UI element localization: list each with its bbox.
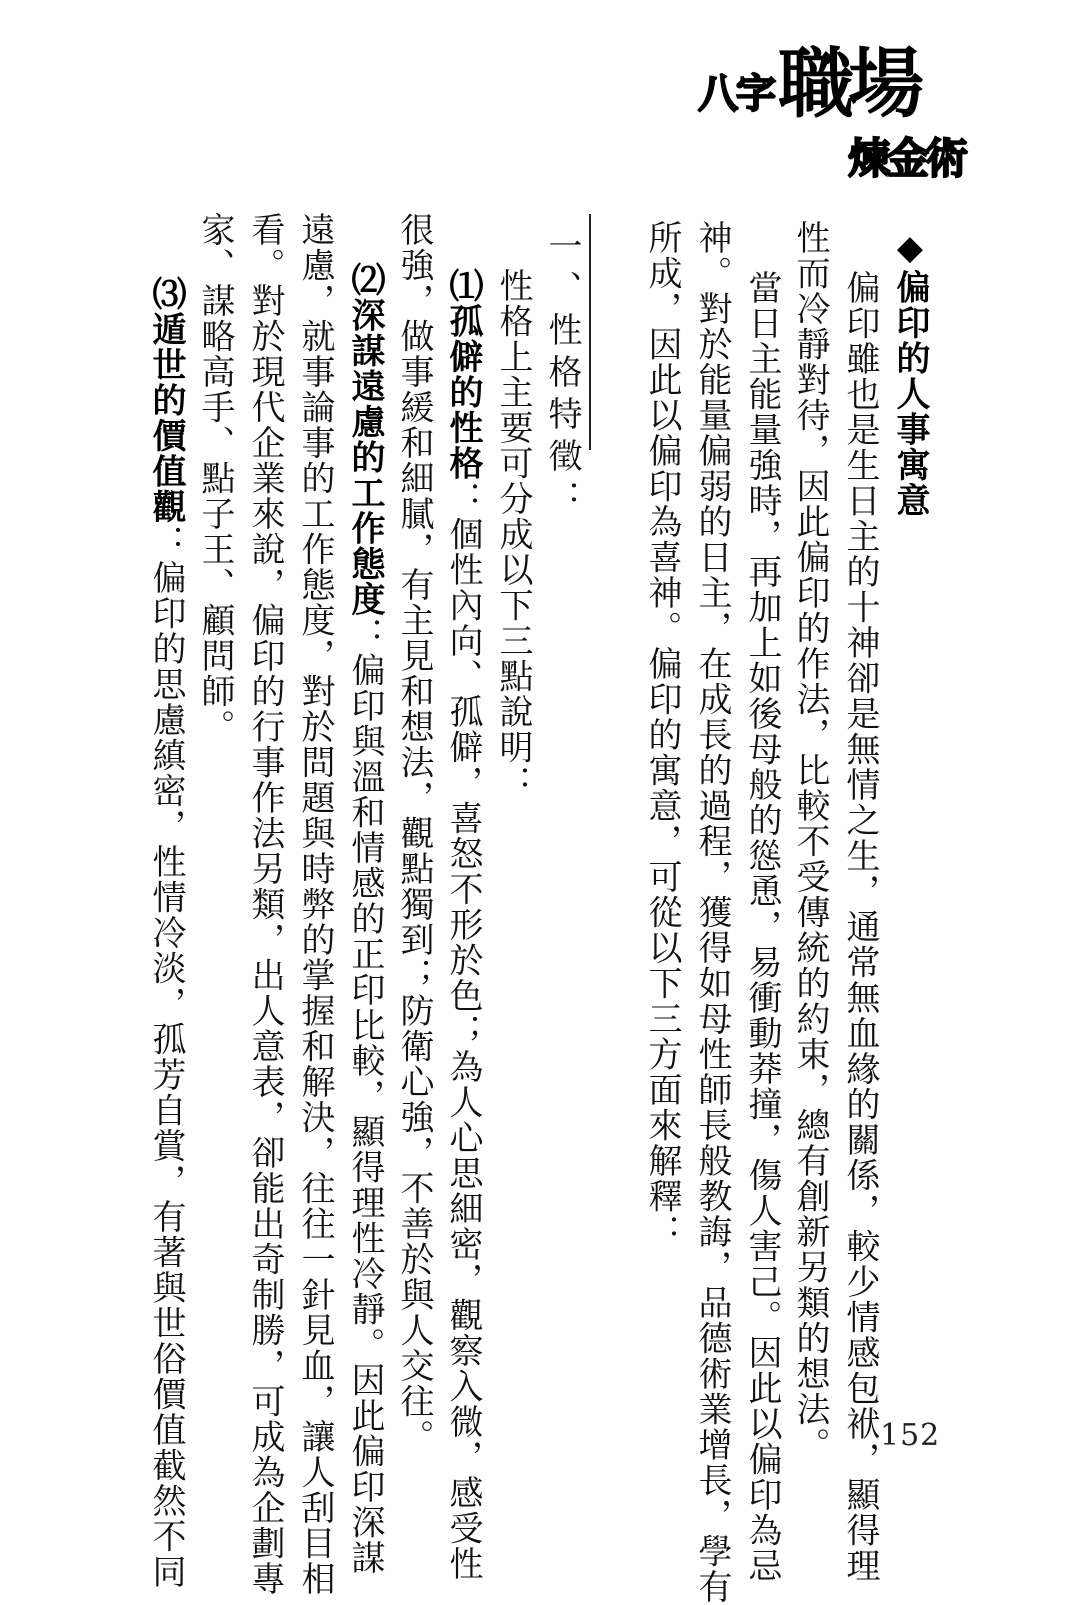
- book-title-line1: 八字: [698, 71, 774, 117]
- item-2-text: ：偏印與溫和情感的正印比較，顯得理性冷靜。因此偏印深謀: [345, 617, 385, 1576]
- paragraph-1-line-1: 偏印雖也是生日主的十神卻是無情之生，通常無血緣的關係，較少情感包袱，顯得理: [840, 270, 880, 1584]
- item-3-lead: ⑶遁世的價值觀: [146, 276, 186, 525]
- paragraph-2-line-2: 神。對於能量偏弱的日主，在成長的過程，獲得如母性師長般教誨，品德術業增長，學有: [692, 220, 732, 1605]
- paragraph-2-line-3: 所成，因此以偏印為喜神。偏印的寓意，可從以下三方面來解釋：: [642, 220, 682, 1250]
- paragraph-2-line-1: 當日主能量強時，再加上如後母般的慫恿，易衝動莽撞，傷人害己。因此以偏印為忌: [742, 270, 782, 1584]
- book-title-line2: 職場: [778, 39, 918, 128]
- item-1-lead: ⑴孤僻的性格: [443, 268, 483, 481]
- item-2-line-3: 看。對於現代企業來說，偏印的行事作法另類，出人意表，卻能出奇制勝，可成為企劃專: [245, 212, 285, 1597]
- section-divider-line: [589, 214, 591, 450]
- book-title-line3: 煉金術: [848, 134, 966, 183]
- item-1-line-2: 很強，做事緩和細膩，有主見和想法，觀點獨到；防衛心強，不善於與人交往。: [394, 212, 434, 1455]
- item-2-line-1: [345, 262, 385, 1576]
- book-title-logo: [690, 39, 990, 183]
- item-2-line-4: 家、謀略高手、點子王、顧問師。: [195, 212, 235, 745]
- item-3-line-1: [146, 276, 186, 1590]
- section-intro: 性格上主要可分成以下三點說明：: [493, 268, 533, 801]
- item-2-lead: ⑵深謀遠慮的工作態度: [345, 262, 385, 617]
- page-number: 152: [880, 1418, 941, 1453]
- section-title: 一、性格特徵：: [542, 228, 582, 522]
- item-1-line-1: [443, 268, 483, 1582]
- section-heading-main: ◆偏印的人事寓意: [890, 228, 930, 518]
- paragraph-1-line-2: 性而冷靜對待，因此偏印的作法，比較不受傳統的約束，總有創新另類的想法。: [790, 220, 830, 1463]
- item-1-text: ：個性內向、孤僻，喜怒不形於色；為人心思細密，觀察入微，感受性: [443, 481, 483, 1582]
- item-2-line-2: 遠慮，就事論事的工作態度，對於問題與時弊的掌握和解決，往往一針見血，讓人刮目相: [295, 212, 335, 1597]
- item-3-text: ：偏印的思慮縝密，性情冷淡，孤芳自賞，有著與世俗價值截然不同: [146, 524, 186, 1590]
